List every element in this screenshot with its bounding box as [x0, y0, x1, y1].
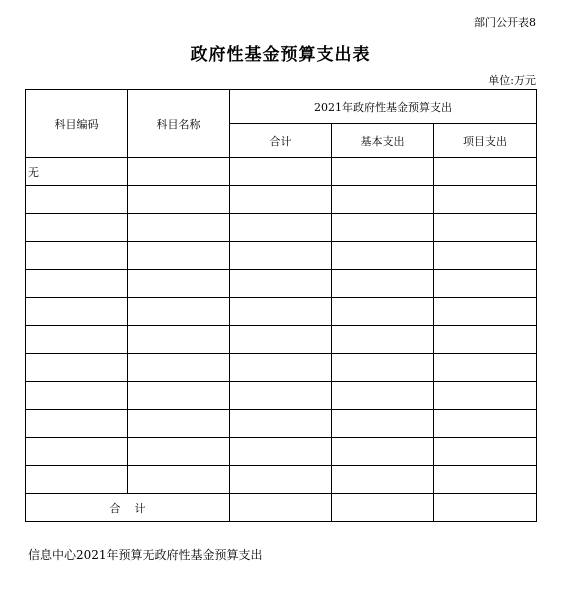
table-row [26, 298, 537, 326]
table-row [26, 354, 537, 382]
table-cell [434, 382, 537, 410]
table-cell [128, 298, 230, 326]
table-cell [332, 270, 434, 298]
table-cell [332, 410, 434, 438]
header-budget-group: 2021年政府性基金预算支出 [230, 90, 537, 124]
table-cell [332, 382, 434, 410]
table-row [26, 158, 537, 186]
table-row [26, 186, 537, 214]
table-cell [230, 242, 332, 270]
table-cell [434, 242, 537, 270]
table-row [26, 438, 537, 466]
header-basic-expenditure: 基本支出 [332, 124, 434, 158]
table-cell [434, 354, 537, 382]
table-cell [26, 186, 128, 214]
unit-label: 单位:万元 [488, 74, 536, 87]
table-row [26, 270, 537, 298]
table-cell [128, 186, 230, 214]
table-cell [434, 298, 537, 326]
table-cell [26, 354, 128, 382]
total-cell [434, 494, 537, 522]
footer-note: 信息中心2021年预算无政府性基金预算支出 [28, 548, 263, 562]
table-cell [128, 242, 230, 270]
table-cell [332, 214, 434, 242]
total-cell [230, 494, 332, 522]
table-cell [230, 466, 332, 494]
table-cell [128, 410, 230, 438]
table-cell [230, 438, 332, 466]
table-cell [128, 354, 230, 382]
table-cell [332, 438, 434, 466]
table-cell [26, 242, 128, 270]
table-cell [434, 438, 537, 466]
table-cell [26, 466, 128, 494]
table-cell [332, 186, 434, 214]
table-cell [434, 158, 537, 186]
table-cell [434, 186, 537, 214]
budget-table [25, 89, 537, 522]
table-cell: 无 [26, 158, 128, 186]
header-subject-name: 科目名称 [128, 90, 230, 158]
table-row [26, 214, 537, 242]
table-cell [26, 410, 128, 438]
table-row [26, 410, 537, 438]
table-cell [434, 214, 537, 242]
table-cell [26, 326, 128, 354]
table-cell [332, 242, 434, 270]
table-cell [26, 382, 128, 410]
table-cell [332, 158, 434, 186]
table-cell [230, 214, 332, 242]
table-body [26, 90, 537, 522]
table-row [26, 382, 537, 410]
total-row [26, 494, 537, 522]
table-cell [128, 438, 230, 466]
table-cell [128, 214, 230, 242]
table-cell [128, 270, 230, 298]
total-cell [332, 494, 434, 522]
table-row [26, 466, 537, 494]
table-cell [230, 326, 332, 354]
header-project-expenditure: 项目支出 [434, 124, 537, 158]
table-cell [128, 382, 230, 410]
header-subject-code: 科目编码 [26, 90, 128, 158]
table-cell [434, 466, 537, 494]
table-cell [128, 158, 230, 186]
table-cell [332, 326, 434, 354]
table-cell [332, 354, 434, 382]
header-total: 合计 [230, 124, 332, 158]
table-cell [230, 410, 332, 438]
table-row [26, 242, 537, 270]
document-title: 政府性基金预算支出表 [190, 45, 371, 65]
table-cell [230, 270, 332, 298]
table-cell [26, 438, 128, 466]
table-cell [332, 466, 434, 494]
table-cell [434, 270, 537, 298]
table-cell [230, 186, 332, 214]
table-cell [26, 214, 128, 242]
table-cell [332, 298, 434, 326]
table-cell [230, 158, 332, 186]
header-row-1 [26, 90, 537, 124]
table-row [26, 326, 537, 354]
table-cell [26, 270, 128, 298]
table-cell [230, 354, 332, 382]
document-code: 部门公开表8 [474, 16, 536, 29]
table-cell [128, 466, 230, 494]
table-cell [434, 326, 537, 354]
table-cell [230, 382, 332, 410]
table-cell [434, 410, 537, 438]
table-cell [230, 298, 332, 326]
table-cell [128, 326, 230, 354]
table-cell [26, 298, 128, 326]
total-label: 合 计 [26, 494, 230, 522]
